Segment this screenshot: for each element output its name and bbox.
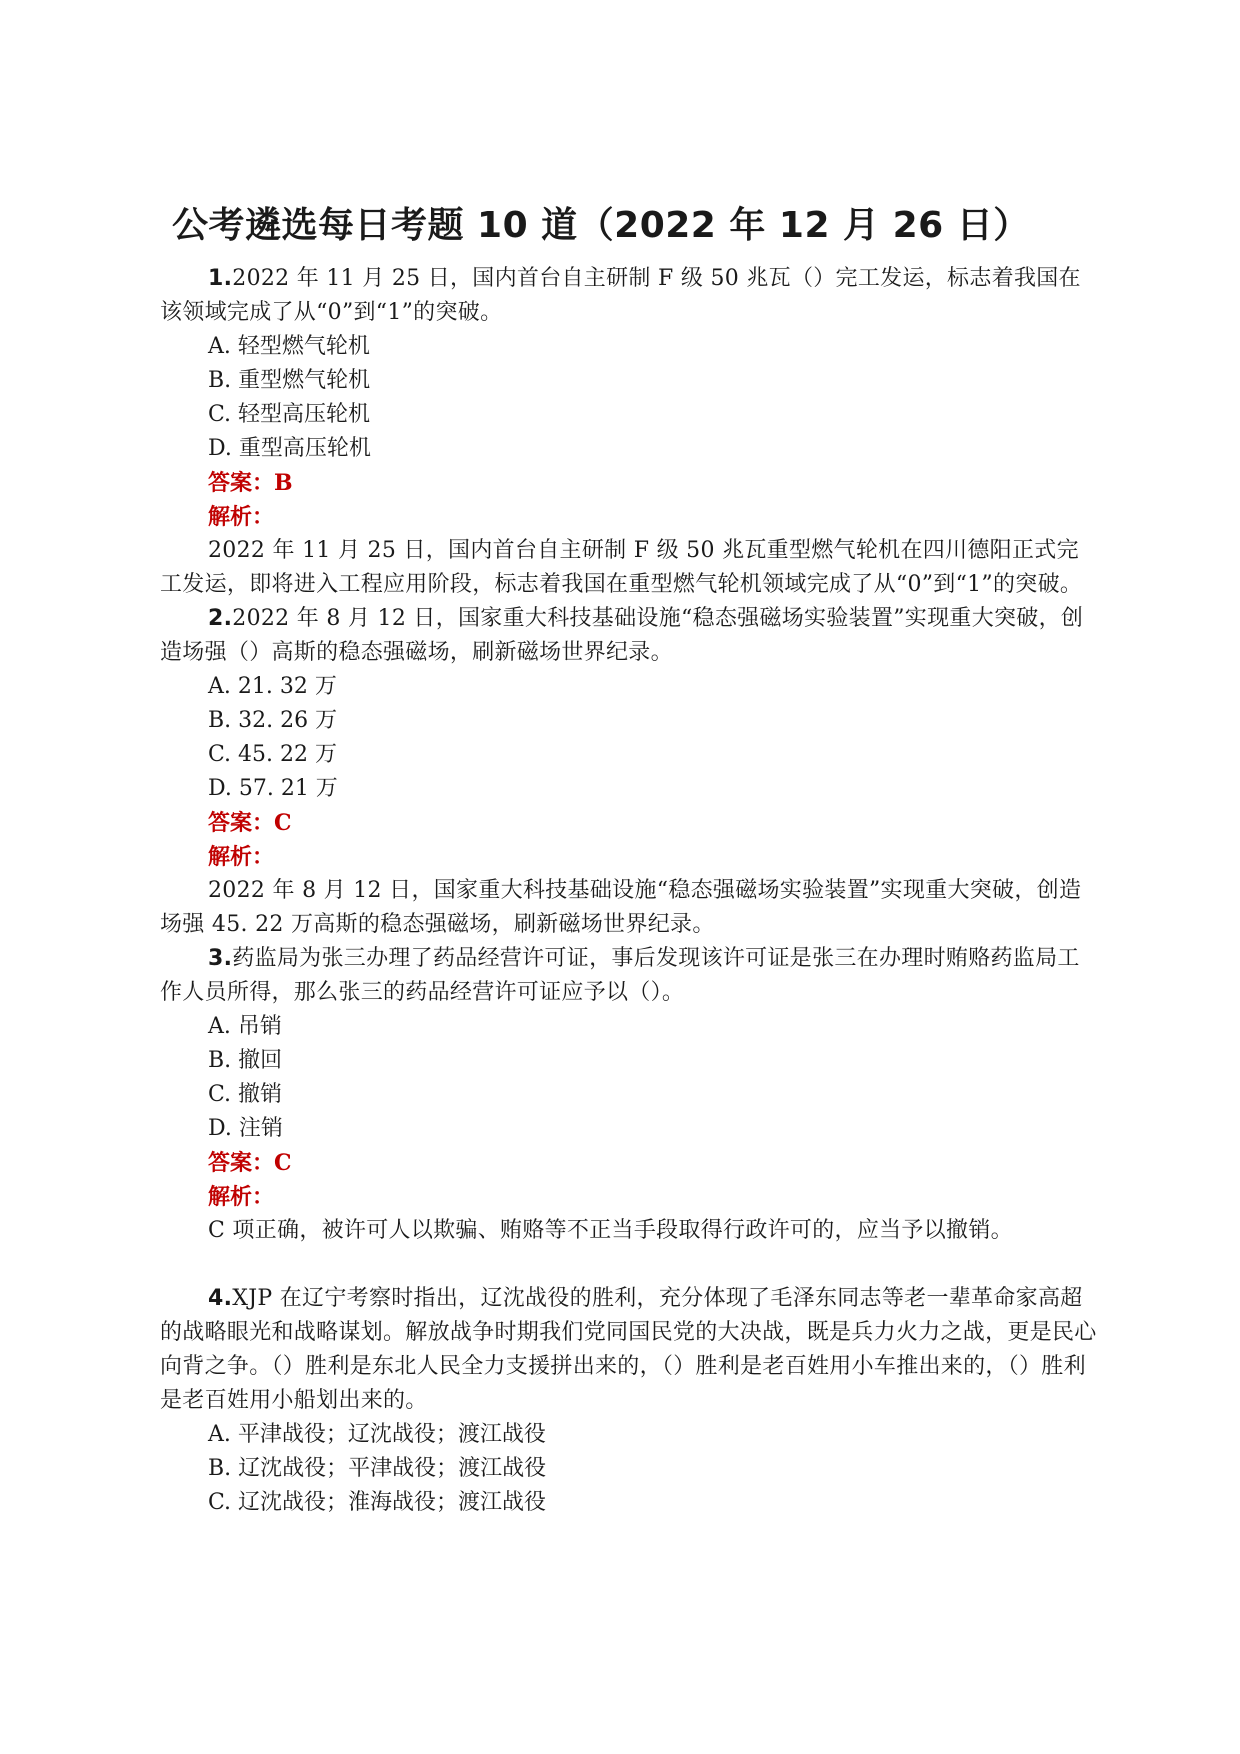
question-stem <box>160 602 1100 670</box>
answer: 答案：C <box>208 1150 292 1176</box>
option-a: A. 吊销 <box>208 1014 282 1039</box>
option-b: B. 撤回 <box>208 1048 283 1073</box>
analysis-label: 解析： <box>208 1184 275 1210</box>
answer: 答案：B <box>208 470 293 496</box>
question-1 <box>160 262 1100 602</box>
question-number: 1. <box>208 266 233 291</box>
analysis-label: 解析： <box>208 844 275 870</box>
analysis-text: 2022 年 11 月 25 日，国内首台自主研制 F 级 50 兆瓦重型燃气轮机在四川德阳正式完工发运，即将进入工程应用阶段，标志着我国在重型燃气轮机领域完成了从“0”到“1”的突破。 <box>160 538 1083 597</box>
question-text: 2022 年 11 月 25 日，国内首台自主研制 F 级 50 兆瓦（）完工发运，标志着我国在该领域完成了从“0”到“1”的突破。 <box>160 266 1081 325</box>
analysis-text: 2022 年 8 月 12 日，国家重大科技基础设施“稳态强磁场实验装置”实现重大突破，创造场强 45. 22 万高斯的稳态强磁场，刷新磁场世界纪录。 <box>160 878 1082 937</box>
analysis-label: 解析： <box>208 504 275 530</box>
option-c: C. 辽沈战役；淮海战役；渡江战役 <box>208 1490 547 1515</box>
option-a: A. 平津战役；辽沈战役；渡江战役 <box>208 1422 546 1447</box>
question-2 <box>160 602 1100 942</box>
question-stem <box>160 942 1100 1010</box>
question-number: 4. <box>208 1286 233 1311</box>
question-text: XJP 在辽宁考察时指出，辽沈战役的胜利，充分体现了毛泽东同志等老一辈革命家高超的战略眼光和战略谋划。解放战争时期我们党同国民党的大决战，既是兵力火力之战，更是民心向背之争。（）胜利是东北人民全力支援拼出来的，（）胜利是老百姓用小车推出来的，（）胜利是老百姓用小船划出来的。 <box>160 1286 1097 1413</box>
question-text: 药监局为张三办理了药品经营许可证，事后发现该许可证是张三在办理时贿赂药监局工作人员所得，那么张三的药品经营许可证应予以（）。 <box>160 946 1080 1005</box>
analysis-text: C 项正确，被许可人以欺骗、贿赂等不正当手段取得行政许可的，应当予以撤销。 <box>208 1218 1013 1243</box>
question-number: 3. <box>208 946 233 971</box>
blank-line <box>160 1248 1100 1282</box>
option-a: A. 21. 32 万 <box>208 674 337 699</box>
question-3 <box>160 942 1100 1248</box>
option-c: C. 45. 22 万 <box>208 742 338 767</box>
question-stem <box>160 1282 1100 1418</box>
question-text: 2022 年 8 月 12 日，国家重大科技基础设施“稳态强磁场实验装置”实现重大突破，创造场强（）高斯的稳态强磁场，刷新磁场世界纪录。 <box>160 606 1084 665</box>
option-c: C. 轻型高压轮机 <box>208 402 371 427</box>
option-d: D. 注销 <box>208 1116 283 1141</box>
question-number: 2. <box>208 606 233 631</box>
option-a: A. 轻型燃气轮机 <box>208 334 370 359</box>
option-b: B. 重型燃气轮机 <box>208 368 371 393</box>
page-title: 公考遴选每日考题 10 道（2022 年 12 月 26 日） <box>172 205 1030 246</box>
answer: 答案：C <box>208 810 292 836</box>
option-b: B. 32. 26 万 <box>208 708 338 733</box>
option-b: B. 辽沈战役；平津战役；渡江战役 <box>208 1456 547 1481</box>
question-stem <box>160 262 1100 330</box>
option-d: D. 重型高压轮机 <box>208 436 371 461</box>
option-c: C. 撤销 <box>208 1082 283 1107</box>
option-d: D. 57. 21 万 <box>208 776 338 801</box>
document-page <box>160 200 1100 1520</box>
question-4 <box>160 1282 1100 1520</box>
